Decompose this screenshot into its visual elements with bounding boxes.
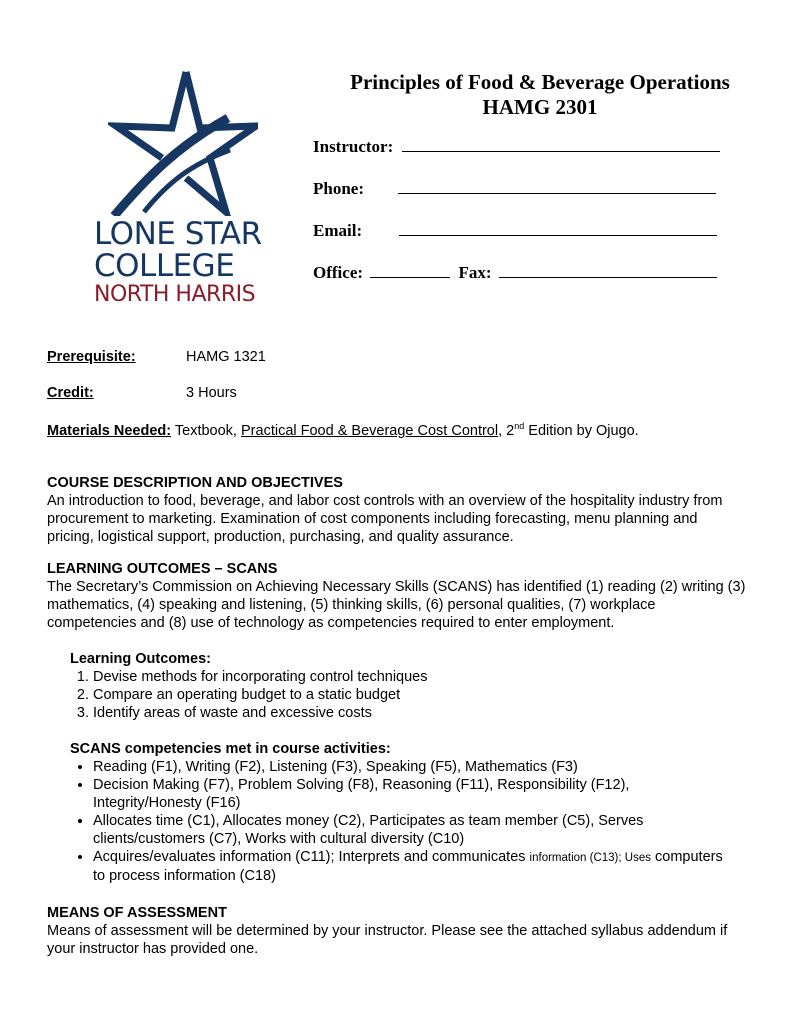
credit-value: 3 Hours	[186, 385, 237, 401]
course-title: Principles of Food & Beverage Operations	[350, 70, 730, 94]
prerequisite-label: Prerequisite:	[47, 349, 136, 365]
assessment-section	[47, 904, 747, 958]
materials-label: Materials Needed:	[47, 422, 172, 439]
edition-suffix: nd	[514, 421, 525, 431]
description-section	[47, 474, 747, 546]
prerequisite-row	[47, 349, 266, 365]
phone-blank	[398, 178, 716, 194]
edition-number: 2	[506, 422, 515, 439]
learning-outcomes	[70, 650, 730, 722]
competency-main: Acquires/evaluates information (C11); Interprets and communicates	[93, 849, 526, 865]
instructor-field	[313, 136, 720, 157]
description-text: An introduction to food, beverage, and labor cost controls with an overview of the hospitality industry from procurement to marketing. Examination of cost components including forecasting, menu planning and pricing, logistical support, production, purchasing, and quality assurance.	[47, 493, 723, 545]
course-code: HAMG 2301	[482, 95, 598, 119]
textbook-title: Practical Food & Beverage Cost Control	[241, 422, 499, 439]
scans-text: The Secretary’s Commission on Achieving Necessary Skills (SCANS) has identified (1) reading (2) writing (3) mathematics, (4) speaking and listening, (5) thinking skills, (6) personal qualities, (7) workplace competencies and (8) use of technology as competencies required to enter employment.	[47, 579, 746, 631]
office-blank	[370, 262, 450, 278]
scans-competencies	[70, 740, 730, 885]
fax-blank	[499, 262, 717, 278]
competencies-heading: SCANS competencies met in course activities:	[70, 741, 391, 757]
list-item: 3. Identify areas of waste and excessive costs	[93, 704, 730, 722]
description-heading: COURSE DESCRIPTION AND OBJECTIVES	[47, 475, 343, 491]
email-label: Email:	[313, 221, 363, 240]
email-field	[313, 220, 717, 241]
star-icon	[108, 66, 258, 216]
fax-label: Fax:	[458, 263, 492, 282]
office-label: Office:	[313, 263, 364, 282]
list-item: • Decision Making (F7), Problem Solving (F8), Reasoning (F11), Responsibility (F12), Integrity/Honesty (F16)	[93, 776, 730, 812]
scans-heading: LEARNING OUTCOMES – SCANS	[47, 561, 278, 577]
list-item: 2. Compare an operating budget to a static budget	[93, 686, 730, 704]
credit-label: Credit:	[47, 385, 94, 401]
materials-suffix: Edition by Ojugo.	[528, 422, 639, 439]
materials-prefix: Textbook,	[174, 422, 237, 439]
logo-line-2: COLLEGE	[94, 248, 235, 284]
phone-label: Phone:	[313, 179, 364, 198]
list-item: • Allocates time (C1), Allocates money (C2), Participates as team member (C5), Serves clients/customers (C7), Works with cultural diversity (C10)	[93, 812, 730, 848]
outcomes-heading: Learning Outcomes:	[70, 651, 211, 667]
prerequisite-value: HAMG 1321	[186, 349, 266, 365]
office-fax-field	[313, 262, 717, 283]
email-blank	[399, 220, 717, 236]
credit-row	[47, 385, 237, 401]
logo-line-3: NORTH HARRIS	[94, 282, 256, 307]
scans-section	[47, 560, 747, 632]
competency-small: information (C13); Uses	[529, 852, 651, 864]
assessment-text: Means of assessment will be determined by your instructor. Please see the attached syllabus addendum if your instructor has provided one.	[47, 923, 728, 957]
competency-rest: computers to process information (C18)	[93, 849, 723, 884]
college-logo	[88, 66, 268, 311]
logo-line-1: LONE STAR	[94, 216, 262, 252]
materials-row: Materials Needed: Textbook, Practical Food & Beverage Cost Control, 2nd Edition by Ojugo.	[47, 421, 639, 439]
phone-field	[313, 178, 716, 199]
list-item: 1. Devise methods for incorporating control techniques	[93, 668, 730, 686]
list-item	[93, 848, 730, 885]
assessment-heading: MEANS OF ASSESSMENT	[47, 905, 227, 921]
instructor-blank	[402, 136, 720, 152]
instructor-label: Instructor:	[313, 137, 394, 156]
list-item: • Reading (F1), Writing (F2), Listening (F3), Speaking (F5), Mathematics (F3)	[93, 758, 730, 776]
